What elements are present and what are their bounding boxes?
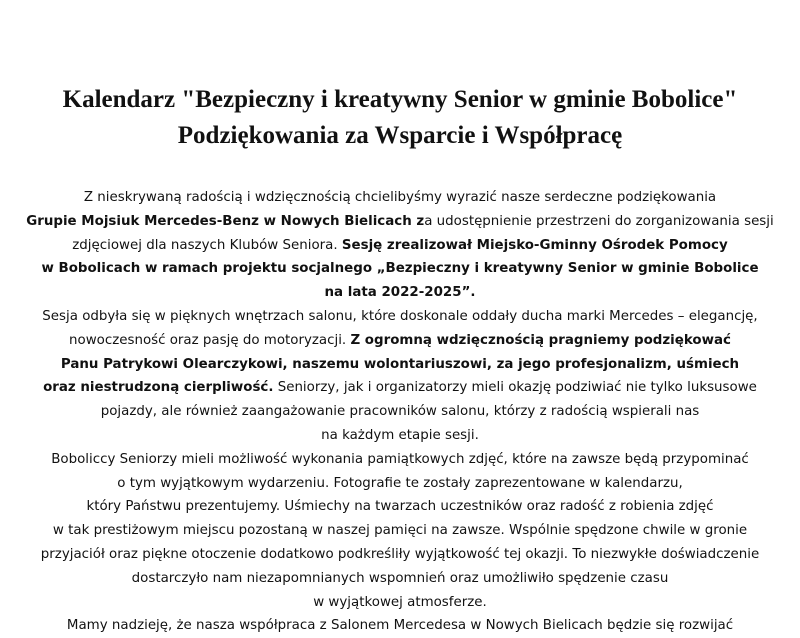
bold-text: Z ogromną wdzięcznością pragniemy podziękować (350, 332, 731, 348)
text-line: który Państwu prezentujemy. Uśmiechy na twarzach uczestników oraz radość z robienia zdjęć (86, 499, 714, 515)
text-line (0, 376, 800, 400)
text-span: a udostępnienie przestrzeni do zorganizowania sesji (424, 213, 774, 229)
text-span: Seniorzy, jak i organizatorzy mieli okazję podziwiać nie tylko luksusowe (273, 380, 757, 396)
title-line-2: Podziękowania za Wsparcie i Współpracę (177, 122, 623, 149)
bold-text: Grupie Mojsiuk Mercedes-Benz w Nowych Bielicach z (26, 213, 425, 229)
text-line: Z nieskrywaną radością i wdzięcznością chcielibyśmy wyrazić nasze serdeczne podziękowania (83, 190, 717, 205)
text-line: Boboliccy Seniorzy mieli możliwość wykonania pamiątkowych zdjęć, które na zawsze będą przypominać (51, 451, 749, 467)
text-line (0, 210, 800, 234)
text-line: przyjaciół oraz piękne otoczenie dodatkowo podkreśliły wyjątkowość tej okazji. To niezwykłe doświadczenie (40, 546, 760, 562)
bold-text: oraz niestrudzoną cierpliwość. (43, 380, 274, 396)
text-line: dostarczyło nam niezapomnianych wspomnień oraz umożliwiło spędzenie czasu (131, 570, 669, 586)
text-line (0, 353, 800, 377)
text-line: w tak prestiżowym miejscu pozostaną w naszej pamięci na zawsze. Wspólnie spędzone chwile w gronie (52, 523, 748, 539)
bold-text: Sesję zrealizował Miejsko-Gminny Ośrodek Pomocy (341, 237, 728, 253)
title-line-1: Kalendarz "Bezpieczny i kreatywny Senior w gminie Bobolice" (62, 86, 738, 113)
text-line (0, 281, 800, 305)
text-line (0, 234, 800, 258)
bold-text: Panu Patrykowi Olearczykowi, naszemu wolontariuszowi, za jego profesjonalizm, uśmiech (60, 356, 740, 372)
text-span: zdjęciowej dla naszych Klubów Seniora. (72, 237, 342, 253)
bold-text: na lata 2022-2025”. (324, 285, 476, 301)
text-line (0, 329, 800, 353)
text-line: na każdym etapie sesji. (321, 427, 479, 443)
page-title (0, 82, 800, 154)
text-line: pojazdy, ale również zaangażowanie pracowników salonu, którzy z radością wspierali nas (100, 404, 700, 420)
text-line: Sesja odbyła się w pięknych wnętrzach salonu, które doskonale oddały ducha marki Mercedes – elegancję, (42, 308, 758, 324)
text-line: o tym wyjątkowym wydarzeniu. Fotografie te zostały zaprezentowane w kalendarzu, (117, 475, 683, 491)
bold-text: w Bobolicach w ramach projektu socjalnego „Bezpieczny i kreatywny Senior w gminie Bobolice (41, 261, 759, 277)
text-line (0, 257, 800, 281)
text-span: nowoczesność oraz pasję do motoryzacji. (69, 332, 351, 348)
text-line: Mamy nadzieję, że nasza współpraca z Salonem Mercedesa w Nowych Bielicach będzie się rozwijać (66, 618, 734, 634)
thanks-paragraph (0, 186, 800, 638)
text-line: w wyjątkowej atmosferze. (313, 594, 487, 610)
